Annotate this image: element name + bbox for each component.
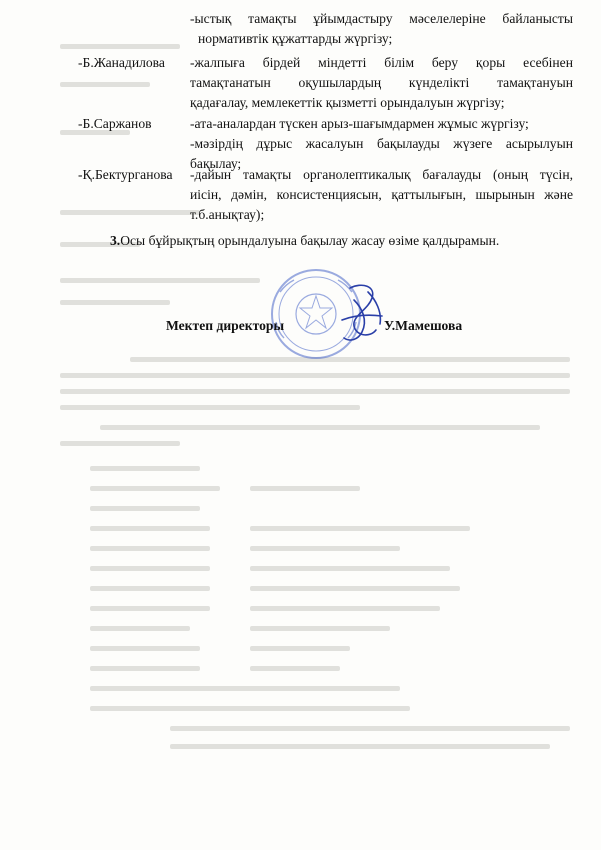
duty-line: бақылау;: [190, 156, 242, 171]
order-item-3: [110, 233, 499, 249]
assignee-name: -Б.Саржанов: [78, 116, 152, 131]
duty-line: -дайын тамақты органолептикалық бағалауды (оның түсін,: [190, 167, 573, 182]
duty-line: т.б.анықтау);: [190, 207, 265, 222]
assignee-name: -Қ.Бектурганова: [78, 167, 173, 182]
duty-line: тамақтанатын оқушылардың күнделікті тамақтануын: [190, 75, 573, 90]
item-text: Осы бұйрықтың орындалуына бақылау жасау өзіме қалдырамын.: [120, 233, 500, 248]
assignee-name: -Б.Жанадилова: [78, 55, 165, 70]
signatory-name: У.Мамешова: [384, 318, 463, 333]
duty-line: -мәзірдің дұрыс жасалуын бақылауды жүзеге асырылуын: [190, 136, 573, 151]
duty-line: -ата-аналардан түскен арыз-шағымдармен жұмыс жүргізу;: [190, 116, 529, 131]
signatory-title: Мектеп директоры: [166, 318, 285, 333]
duty-line: нормативтік құжаттарды жүргізу;: [198, 31, 393, 46]
duty-line: иісін, дәмін, консистенциясын, қаттылығын, шырынын және: [190, 187, 573, 202]
duty-line: қадағалау, мемлекеттік қызметті орындалуын жүргізу;: [190, 95, 505, 110]
duty-line: -ыстық тамақты ұйымдастыру мәселелеріне байланысты: [190, 11, 573, 26]
handwritten-signature-icon: [332, 280, 392, 350]
item-number: 3.: [110, 233, 121, 248]
duty-line: -жалпыға бірдей міндетті білім беру қоры есебінен: [190, 55, 573, 70]
